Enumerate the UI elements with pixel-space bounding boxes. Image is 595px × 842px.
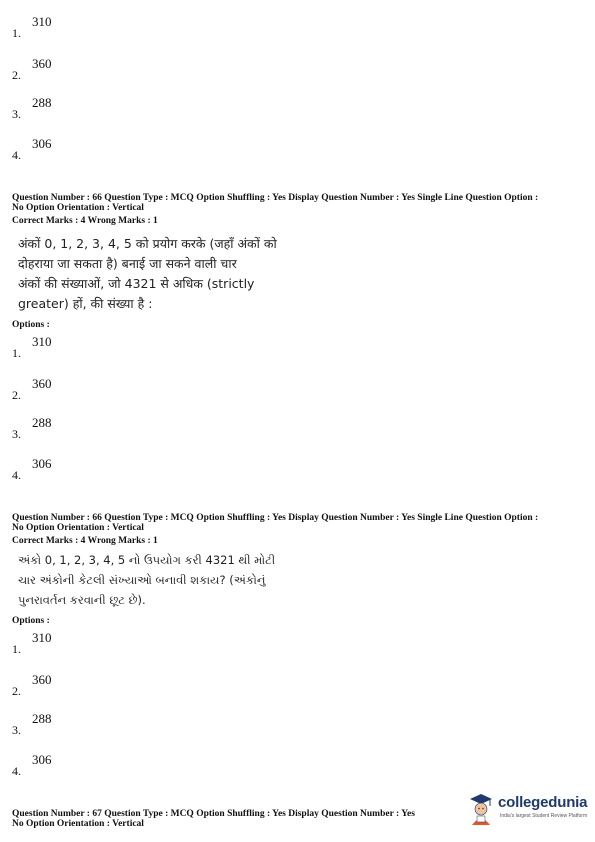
option-1 bbox=[12, 630, 132, 660]
option-value: 306 bbox=[32, 136, 52, 151]
option-value: 360 bbox=[32, 672, 52, 687]
option-number: 3. bbox=[12, 723, 21, 737]
option-number: 1. bbox=[12, 642, 21, 656]
question-line: greater) हों, की संख्या है : bbox=[18, 296, 153, 311]
logo-brand-text: collegedunia bbox=[498, 794, 588, 811]
option-1 bbox=[12, 334, 132, 364]
option-4 bbox=[12, 456, 132, 486]
question-line: दोहराया जा सकता है) बनाई जा सकने वाली चार bbox=[18, 256, 237, 271]
option-number: 4. bbox=[12, 148, 21, 162]
option-value: 288 bbox=[32, 415, 52, 430]
graduate-mascot-icon bbox=[466, 791, 496, 825]
option-2 bbox=[12, 56, 132, 86]
option-3 bbox=[12, 711, 132, 741]
option-number: 4. bbox=[12, 764, 21, 778]
option-4 bbox=[12, 752, 132, 782]
option-value: 288 bbox=[32, 711, 52, 726]
option-2 bbox=[12, 376, 132, 406]
logo-tagline: India's largest Student Review Platform bbox=[500, 813, 588, 819]
option-value: 310 bbox=[32, 14, 52, 29]
question-line: પુનરાવર્તન કરવાની છૂટ છે). bbox=[18, 593, 146, 607]
question-meta bbox=[12, 809, 452, 829]
option-number: 3. bbox=[12, 107, 21, 121]
option-value: 288 bbox=[32, 95, 52, 110]
question-line: अंकों 0, 1, 2, 3, 4, 5 को प्रयोग करके (जहाँ अंकों को bbox=[18, 236, 277, 251]
option-value: 306 bbox=[32, 752, 52, 767]
question-line: ચાર અંકોની કેટલી સંખ્યાઓ બનાવી શકાય? (અંકોનું bbox=[18, 573, 266, 587]
option-number: 2. bbox=[12, 684, 21, 698]
question-line: अंकों की संख्याओं, जो 4321 से अधिक (strictly bbox=[18, 276, 255, 291]
question-line: અંકો 0, 1, 2, 3, 4, 5 નો ઉપયોગ કરી 4321 થી મોટી bbox=[18, 553, 276, 567]
option-value: 306 bbox=[32, 456, 52, 471]
option-1 bbox=[12, 14, 132, 44]
question-marks: Correct Marks : 4 Wrong Marks : 1 bbox=[12, 536, 158, 546]
question-meta-line-2: No Option Orientation : Vertical bbox=[12, 819, 144, 829]
question-meta-line-2: No Option Orientation : Vertical bbox=[12, 523, 144, 533]
question-text-gujarati bbox=[18, 550, 275, 610]
option-number: 4. bbox=[12, 468, 21, 482]
option-number: 2. bbox=[12, 388, 21, 402]
option-value: 310 bbox=[32, 630, 52, 645]
option-value: 310 bbox=[32, 334, 52, 349]
option-number: 3. bbox=[12, 427, 21, 441]
option-number: 2. bbox=[12, 68, 21, 82]
option-3 bbox=[12, 95, 132, 125]
option-value: 360 bbox=[32, 376, 52, 391]
question-meta-line-1: Question Number : 67 Question Type : MCQ Option Shuffling : Yes Display Question Number : Yes bbox=[12, 809, 415, 819]
options-label: Options : bbox=[12, 320, 50, 330]
option-4 bbox=[12, 136, 132, 166]
option-number: 1. bbox=[12, 26, 21, 40]
question-meta-line-2: No Option Orientation : Vertical bbox=[12, 203, 144, 213]
question-meta bbox=[12, 193, 587, 226]
question-text-hindi bbox=[18, 234, 277, 314]
question-meta bbox=[12, 513, 587, 546]
option-number: 1. bbox=[12, 346, 21, 360]
options-label: Options : bbox=[12, 616, 50, 626]
collegedunia-logo bbox=[466, 791, 588, 827]
question-marks: Correct Marks : 4 Wrong Marks : 1 bbox=[12, 216, 158, 226]
option-value: 360 bbox=[32, 56, 52, 71]
option-2 bbox=[12, 672, 132, 702]
question-meta-line-1: Question Number : 66 Question Type : MCQ Option Shuffling : Yes Display Question Number : Yes Single Line Question Option : bbox=[12, 513, 539, 523]
option-3 bbox=[12, 415, 132, 445]
question-meta-line-1: Question Number : 66 Question Type : MCQ Option Shuffling : Yes Display Question Number : Yes Single Line Question Option : bbox=[12, 193, 539, 203]
